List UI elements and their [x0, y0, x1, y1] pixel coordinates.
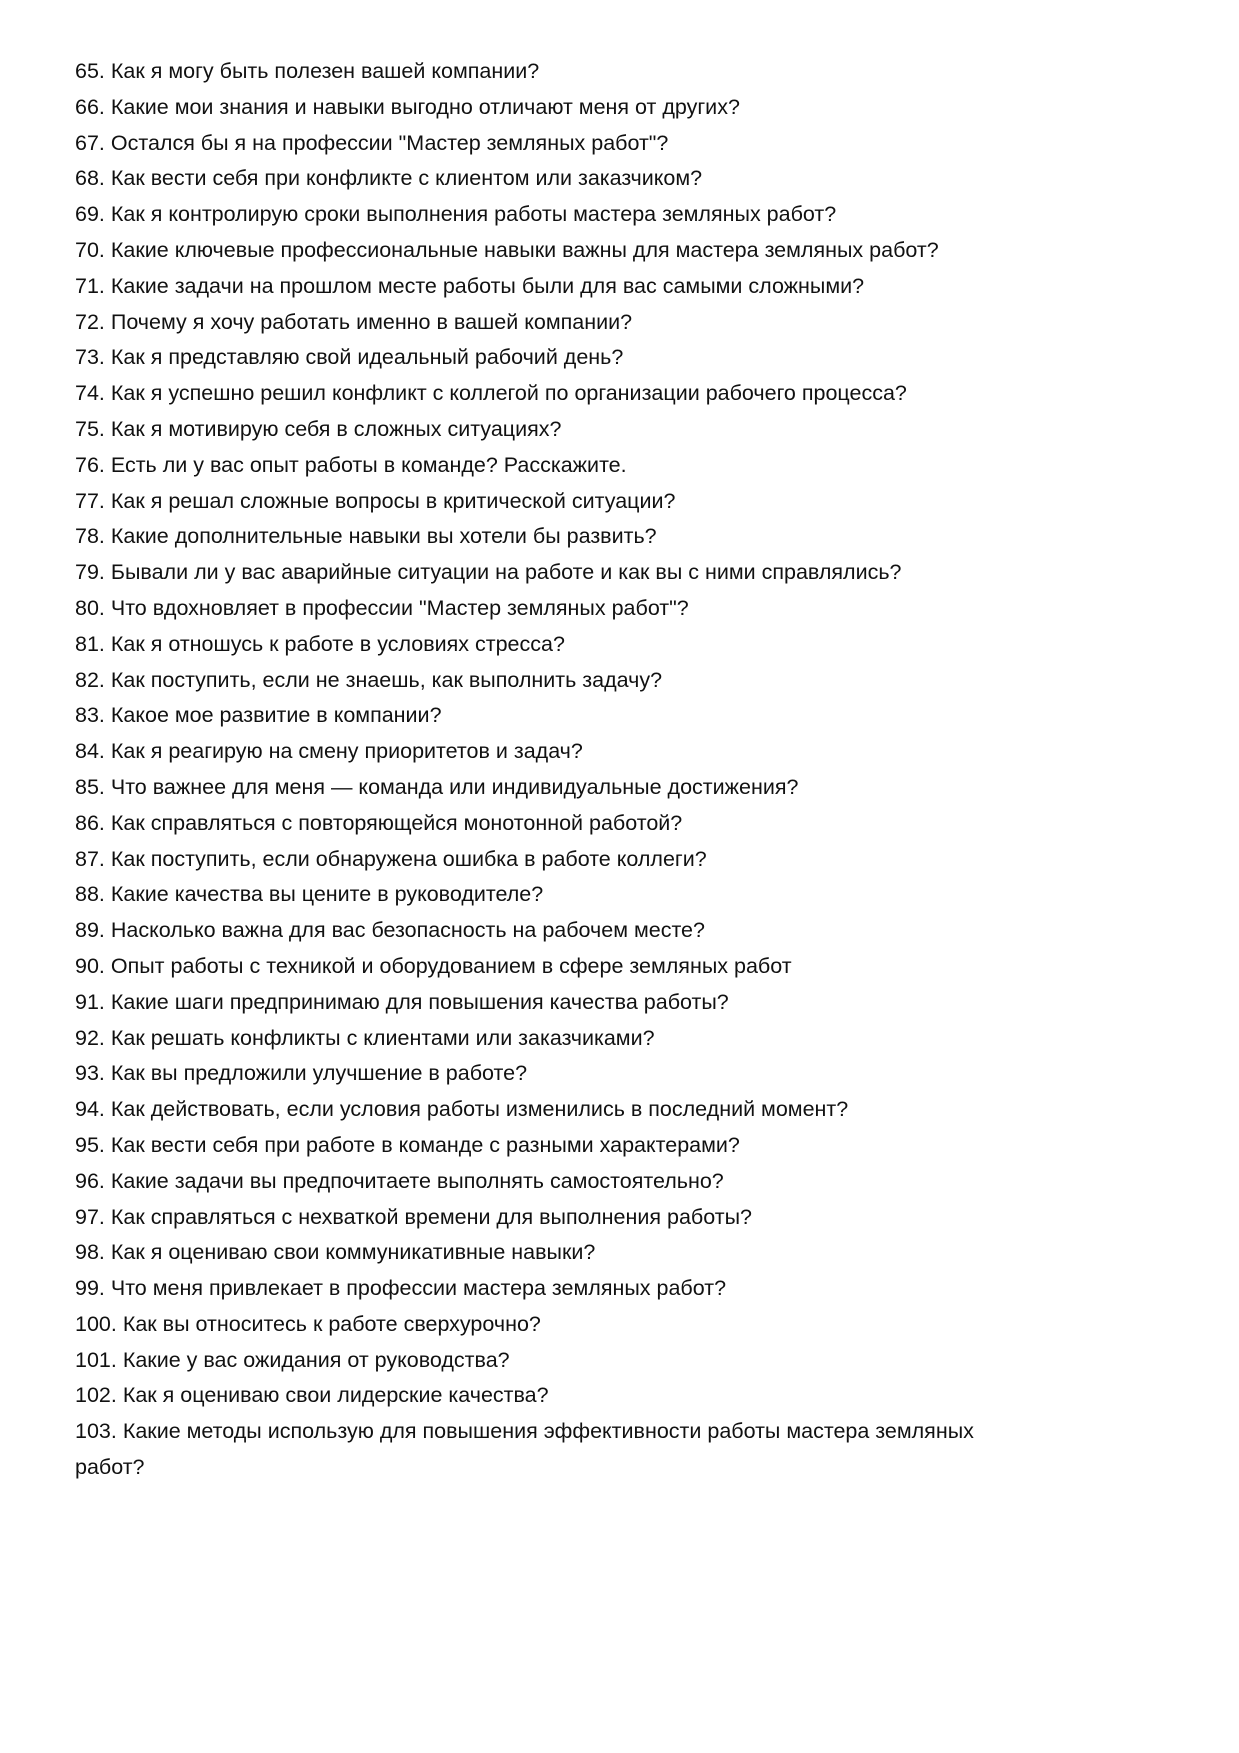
question-item: 90. Опыт работы с техникой и оборудованием в сфере земляных работ	[75, 953, 792, 978]
question-item: 66. Какие мои знания и навыки выгодно отличают меня от других?	[75, 94, 740, 119]
question-item: 98. Как я оцениваю свои коммуникативные навыки?	[75, 1240, 596, 1265]
question-item: 93. Как вы предложили улучшение в работе?	[75, 1061, 528, 1086]
question-item: 76. Есть ли у вас опыт работы в команде? Расскажите.	[75, 452, 627, 477]
question-item: 92. Как решать конфликты с клиентами или заказчиками?	[75, 1025, 655, 1050]
question-item: 68. Как вести себя при конфликте с клиентом или заказчиком?	[75, 166, 703, 191]
question-item: 73. Как я представляю свой идеальный рабочий день?	[75, 345, 624, 370]
question-item: 89. Насколько важна для вас безопасность на рабочем месте?	[75, 918, 705, 943]
question-item: 100. Как вы относитесь к работе сверхурочно?	[75, 1311, 541, 1336]
question-item: 77. Как я решал сложные вопросы в критической ситуации?	[75, 488, 676, 513]
question-item: 80. Что вдохновляет в профессии "Мастер земляных работ"?	[75, 595, 689, 620]
question-item: 86. Как справляться с повторяющейся монотонной работой?	[75, 810, 683, 835]
question-item: 71. Какие задачи на прошлом месте работы были для вас самыми сложными?	[75, 273, 865, 298]
question-item: 97. Как справляться с нехваткой времени для выполнения работы?	[75, 1204, 752, 1229]
question-item: 72. Почему я хочу работать именно в вашей компании?	[75, 309, 633, 334]
question-item: 101. Какие у вас ожидания от руководства?	[75, 1347, 510, 1372]
question-list	[75, 54, 1010, 1486]
question-item: 82. Как поступить, если не знаешь, как выполнить задачу?	[75, 667, 663, 692]
question-item: 81. Как я отношусь к работе в условиях стресса?	[75, 631, 565, 656]
question-item: 87. Как поступить, если обнаружена ошибка в работе коллеги?	[75, 846, 707, 871]
question-item: 99. Что меня привлекает в профессии мастера земляных работ?	[75, 1276, 727, 1301]
question-item: 75. Как я мотивирую себя в сложных ситуациях?	[75, 416, 562, 441]
question-item: 84. Как я реагирую на смену приоритетов и задач?	[75, 739, 583, 764]
question-item: 96. Какие задачи вы предпочитаете выполнять самостоятельно?	[75, 1168, 724, 1193]
question-item: 69. Как я контролирую сроки выполнения работы мастера земляных работ?	[75, 202, 837, 227]
question-item: 95. Как вести себя при работе в команде с разными характерами?	[75, 1132, 740, 1157]
question-item: 85. Что важнее для меня — команда или индивидуальные достижения?	[75, 774, 799, 799]
question-item: 67. Остался бы я на профессии "Мастер земляных работ"?	[75, 130, 669, 155]
question-item: 91. Какие шаги предпринимаю для повышения качества работы?	[75, 989, 729, 1014]
question-item: 79. Бывали ли у вас аварийные ситуации на работе и как вы с ними справлялись?	[75, 560, 902, 585]
question-item: 83. Какое мое развитие в компании?	[75, 703, 442, 728]
question-item: 94. Как действовать, если условия работы изменились в последний момент?	[75, 1097, 849, 1122]
question-item: 78. Какие дополнительные навыки вы хотели бы развить?	[75, 524, 657, 549]
question-item: 74. Как я успешно решил конфликт с коллегой по организации рабочего процесса?	[75, 381, 907, 406]
question-item: 65. Как я могу быть полезен вашей компании?	[75, 59, 540, 83]
question-item: 88. Какие качества вы цените в руководителе?	[75, 882, 544, 907]
question-item: 103. Какие методы использую для повышения эффективности работы мастера земляных работ?	[75, 1419, 974, 1480]
question-item: 102. Как я оцениваю свои лидерские качества?	[75, 1383, 549, 1408]
question-item: 70. Какие ключевые профессиональные навыки важны для мастера земляных работ?	[75, 237, 939, 262]
